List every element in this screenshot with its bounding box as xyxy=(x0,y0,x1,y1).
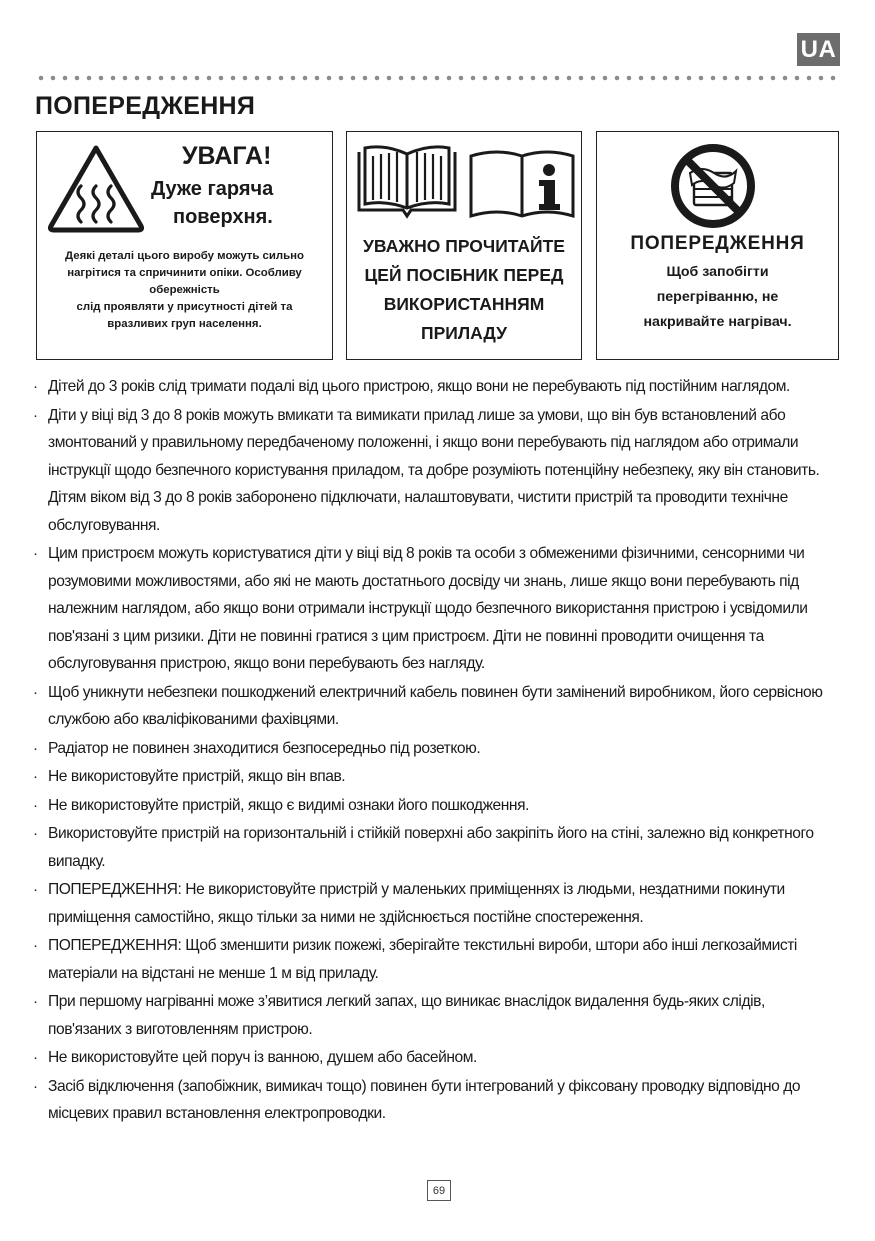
read-manual-line: ЦЕЙ ПОСІБНИК ПЕРЕД xyxy=(364,265,564,285)
hot-desc-line: вразливих груп населення. xyxy=(107,318,262,330)
hot-desc-line: обережність xyxy=(149,284,220,296)
rule-text: При першому нагріванні може з’явитися легкий запах, що виникає внаслідок видалення будь-яких слідів, пов'язаних з виготовленням пристрою. xyxy=(48,993,765,1038)
list-item xyxy=(33,876,841,931)
read-manual-text xyxy=(347,232,581,348)
rule-text: ПОПЕРЕДЖЕННЯ: Не використовуйте пристрій у маленьких приміщеннях із людьми, нездатними покинути приміщення самостійно, якщо тільки за ними не здійснюється постійне спостереження. xyxy=(48,881,785,926)
bullet: · xyxy=(33,768,38,785)
bullet: · xyxy=(33,378,38,395)
list-item xyxy=(33,679,841,734)
rule-text: Не використовуйте пристрій, якщо є видимі ознаки його пошкодження. xyxy=(48,796,529,814)
hot-surface-line-1: Дуже гаряча xyxy=(151,178,274,200)
rule-text: Діти у віці від 3 до 8 років можуть вмикати та вимикати прилад лише за умови, що він був встановлений або змонтований у правильному передбаченому положенні, і якщо вони перебувають під наглядом або отримали інструкції щодо безпечного користування приладом, та добре розуміють потенційну небезпеку, яку він становить. Дітям віком від 3 до 8 років заборонено підключати, налаштовувати, чистити пристрій та проводити технічне обслуговування. xyxy=(48,406,820,534)
cover-warning-heading: ПОПЕРЕДЖЕННЯ xyxy=(630,233,805,254)
hot-surface-warning-box xyxy=(36,131,333,360)
hot-desc-line: Деякі деталі цього виробу можуть сильно xyxy=(65,250,304,262)
bullet: · xyxy=(33,1049,38,1066)
hot-desc-line: нагрітися та спричинити опіки. Особливу xyxy=(67,267,302,279)
bullet: · xyxy=(33,683,38,701)
hot-surface-description xyxy=(43,248,326,333)
open-book-icon xyxy=(355,144,459,224)
bullet: · xyxy=(33,739,38,757)
read-manual-box xyxy=(346,131,582,360)
list-item xyxy=(33,988,841,1043)
bullet: · xyxy=(33,406,38,424)
rule-text: Використовуйте пристрій на горизонтальній і стійкій поверхні або закріпіть його на стіні, залежно від конкретного випадку. xyxy=(48,825,814,870)
bullet: · xyxy=(33,796,38,814)
language-badge: UA xyxy=(797,33,840,66)
list-item xyxy=(33,792,841,820)
rule-text: Дітей до 3 років слід тримати подалі від цього пристрою, якщо вони не перебувають під постійним наглядом. xyxy=(48,378,790,395)
rule-text: Радіатор не повинен знаходитися безпосередньо під розеткою. xyxy=(48,739,481,757)
hot-surface-line-2: поверхня. xyxy=(173,206,273,228)
rule-text: Не використовуйте пристрій, якщо він впав. xyxy=(48,768,346,785)
list-item xyxy=(33,763,841,791)
warning-heading: УВАГА! xyxy=(182,142,272,170)
bullet: · xyxy=(33,937,38,954)
read-manual-line: ВИКОРИСТАННЯМ xyxy=(383,294,545,314)
do-not-cover-box xyxy=(596,131,839,360)
cover-warning-line: накривайте нагрівач. xyxy=(643,314,792,330)
list-item xyxy=(33,735,841,763)
list-item xyxy=(33,820,841,875)
page-title: ПОПЕРЕДЖЕННЯ xyxy=(35,92,256,120)
do-not-cover-icon xyxy=(670,143,756,229)
cover-warning-text xyxy=(597,260,838,335)
read-manual-line: УВАЖНО ПРОЧИТАЙТЕ xyxy=(363,236,565,256)
rule-text: Засіб відключення (запобіжник, вимикач тощо) повинен бути інтегрований у фіксовану проводку відповідно до місцевих правил встановлення електропроводки. xyxy=(48,1077,801,1122)
hot-desc-line: слід проявляти у присутності дітей та xyxy=(76,301,293,313)
read-manual-line: ПРИЛАДУ xyxy=(421,323,507,343)
list-item xyxy=(33,1073,841,1128)
page-number: 69 xyxy=(427,1180,451,1201)
rule-text: ПОПЕРЕДЖЕННЯ: Щоб зменшити ризик пожежі, зберігайте текстильні вироби, штори або інші легкозаймисті матеріали на відстані не менше 1 м від приладу. xyxy=(48,937,797,982)
list-item xyxy=(33,1044,841,1072)
safety-rules-list xyxy=(33,373,841,1129)
bullet: · xyxy=(33,545,38,562)
list-item xyxy=(33,932,841,987)
list-item xyxy=(33,540,841,678)
list-item xyxy=(33,402,841,540)
dotted-divider xyxy=(35,75,840,81)
cover-warning-line: Щоб запобігти xyxy=(666,264,769,280)
bullet: · xyxy=(33,825,38,842)
list-item xyxy=(33,373,841,401)
info-manual-icon xyxy=(467,144,577,224)
rule-text: Щоб уникнути небезпеки пошкоджений електричний кабель повинен бути замінений виробником, його сервісною службою або кваліфікованими фахівцями. xyxy=(48,683,823,728)
bullet: · xyxy=(33,993,38,1010)
bullet: · xyxy=(33,881,38,898)
rule-text: Цим пристроєм можуть користуватися діти у віці від 8 років та особи з обмеженими фізичними, сенсорними чи розумовими можливостями, або які не мають достатнього досвіду чи знань, лише якщо вони перебувають під належним наглядом, або якщо вони отримали інструкції щодо безпечного використання пристрою і усвідомили пов'язані з цим ризики. Діти не повинні гратися з цим пристроєм. Діти не повинні проводити очищення та обслуговування пристрою, якщо вони перебувають без нагляду. xyxy=(48,545,808,672)
hot-surface-icon xyxy=(45,142,147,234)
cover-warning-line: перегріванню, не xyxy=(656,289,779,305)
rule-text: Не використовуйте цей поруч із ванною, душем або басейном. xyxy=(48,1049,477,1066)
bullet: · xyxy=(33,1077,38,1095)
